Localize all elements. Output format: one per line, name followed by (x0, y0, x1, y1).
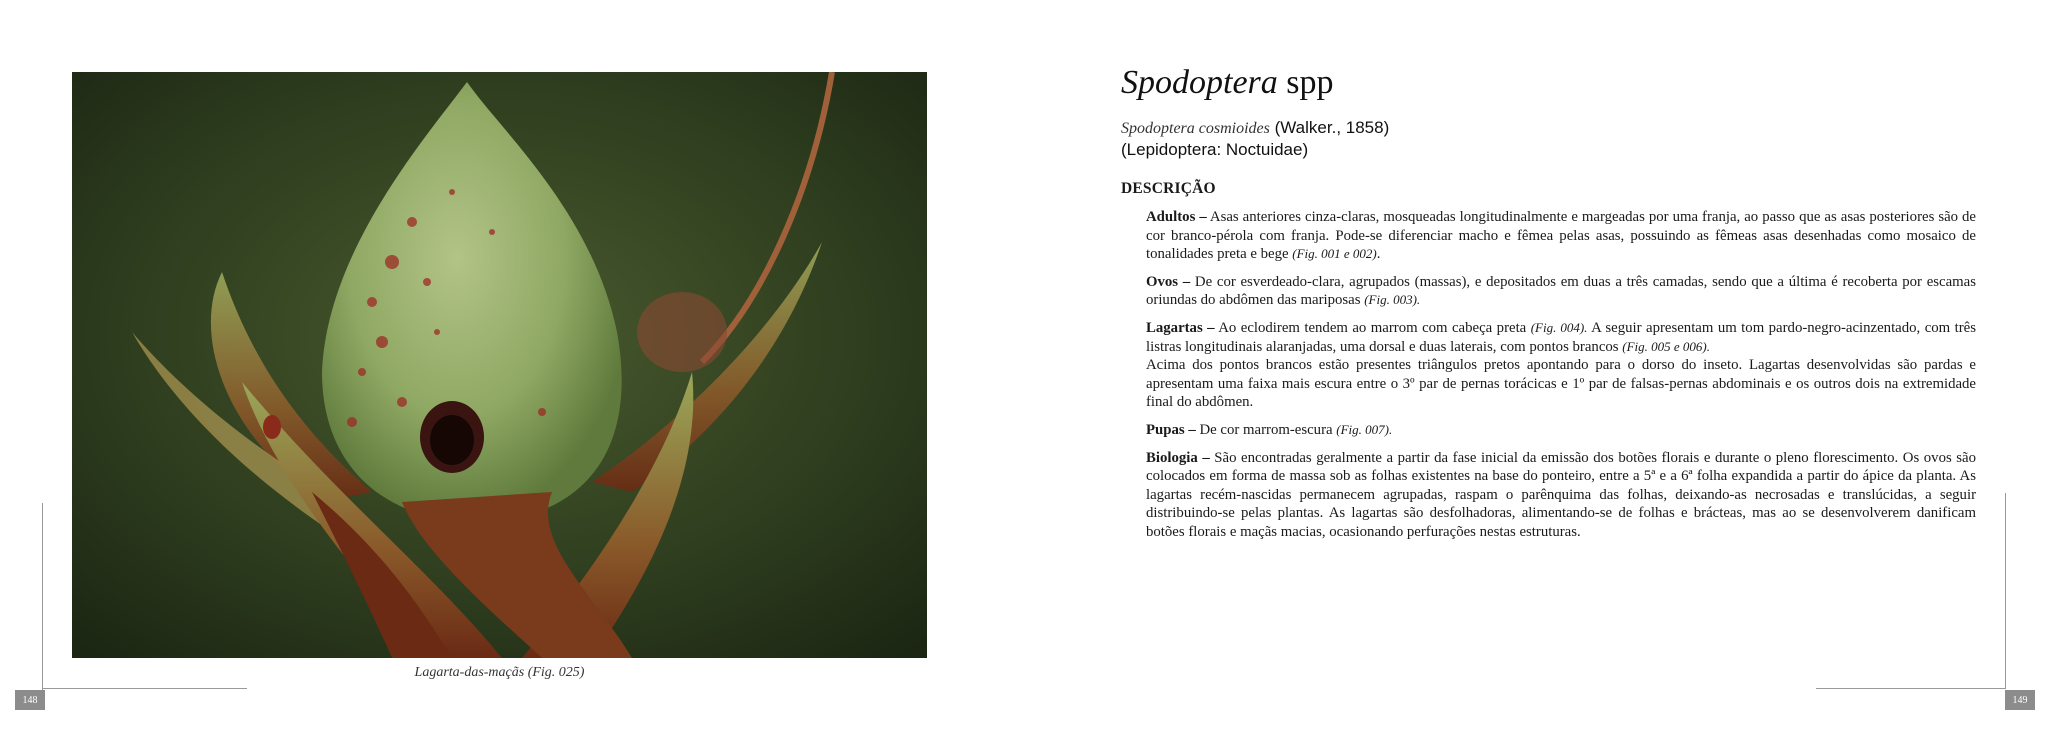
pupas-paragraph (1146, 421, 1976, 440)
right-margin-rule (2005, 493, 2006, 688)
ovos-label: Ovos – (1146, 273, 1191, 290)
species-author: (Walker., 1858) (1274, 118, 1390, 137)
ovos-text: De cor esverdeado-clara, agrupados (massas), e depositados em duas a três camadas, sendo que a última é recoberta por escamas oriundas do abdômen das mariposas (1146, 273, 1976, 309)
biologia-text: São encontradas geralmente a partir da fase inicial da emissão dos botões florais e durante o pleno florescimento. Os ovos são colocados em forma de massa sob as folhas existentes na base do ponteiro, entre a 5ª e a 6ª folha expandida a partir do ápice da planta. As lagartas recém-nascidas permanecem agrupadas, raspam o parênquima das folhas, deixando-as necrosadas e translúcidas, a seguir distribuindo-se pelas plantas. As lagartas são desfolhadoras, alimentando-se de folhas e brácteas, mas ao se desenvolverem danificam botões florais e maçãs macias, ocasionando perfurações nestas estruturas. (1146, 449, 1976, 540)
boll-illustration (72, 72, 927, 658)
figure-caption: Lagarta-das-maçãs (Fig. 025) (414, 665, 585, 680)
description-body (1146, 208, 1976, 551)
ovos-paragraph (1146, 273, 1976, 310)
adultos-end: . (1376, 246, 1381, 263)
adultos-fig-ref: (Fig. 001 e 002) (1292, 246, 1377, 262)
lagartas-label: Lagartas – (1146, 319, 1215, 336)
lagartas-text-2: A seguir apresentam um tom pardo-negro-acinzentado, com três listras longitudinais alaranjadas, uma dorsal e duas laterais, com pontos brancos (1146, 319, 1976, 355)
title-suffix: spp (1286, 64, 1334, 101)
biologia-paragraph (1146, 449, 1976, 542)
lagartas-text-1: Ao eclodirem tendem ao marrom com cabeça preta (1214, 319, 1531, 336)
adultos-label: Adultos – (1146, 209, 1207, 225)
title-genus: Spodoptera (1121, 64, 1278, 101)
adultos-text: Asas anteriores cinza-claras, mosqueadas longitudinalmente e margeadas por uma franja, ao passo que as asas posteriores são de cor branco-pérola com franja. Pode-se diferenciar macho e fêmea pelas asas, possuindo as fêmeas asas desenhadas como mosaico de tonalidades preta e bege (1146, 209, 1977, 263)
page-number-left: 148 (15, 690, 45, 710)
lagartas-text-3: Acima dos pontos brancos estão presentes triângulos pretos apontando para o dorso do inseto. Lagartas desenvolvidas são pardas e apresentam uma faixa mais escura entre o 3º par de pernas torácicas e 1º par de falsas-pernas abdominais e os outros dois na extremidade final do abdômen. (1146, 357, 1976, 411)
pupas-text: De cor marrom-escura (1195, 421, 1337, 438)
left-margin-rule (42, 503, 43, 693)
lagartas-paragraph (1146, 319, 1976, 412)
cotton-boll-photo (72, 72, 927, 658)
species-title (1121, 64, 1334, 102)
adultos-paragraph (1146, 208, 1976, 264)
order-family: (Lepidoptera: Noctuidae) (1121, 140, 1309, 159)
lagartas-fig-ref-1: (Fig. 004). (1530, 319, 1588, 335)
left-footer-rule (42, 688, 247, 689)
lagartas-fig-ref-2: (Fig. 005 e 006). (1622, 338, 1710, 354)
right-footer-rule (1816, 688, 2006, 689)
pupas-label: Pupas – (1146, 421, 1196, 438)
pupas-fig-ref: (Fig. 007). (1336, 421, 1393, 437)
ovos-fig-ref: (Fig. 003). (1364, 292, 1421, 308)
species-line (1121, 118, 1389, 138)
section-heading: DESCRIÇÃO (1121, 180, 1216, 197)
species-name: Spodoptera cosmioides (1121, 120, 1270, 137)
page-number-right: 149 (2005, 690, 2035, 710)
biologia-label: Biologia – (1146, 449, 1210, 466)
